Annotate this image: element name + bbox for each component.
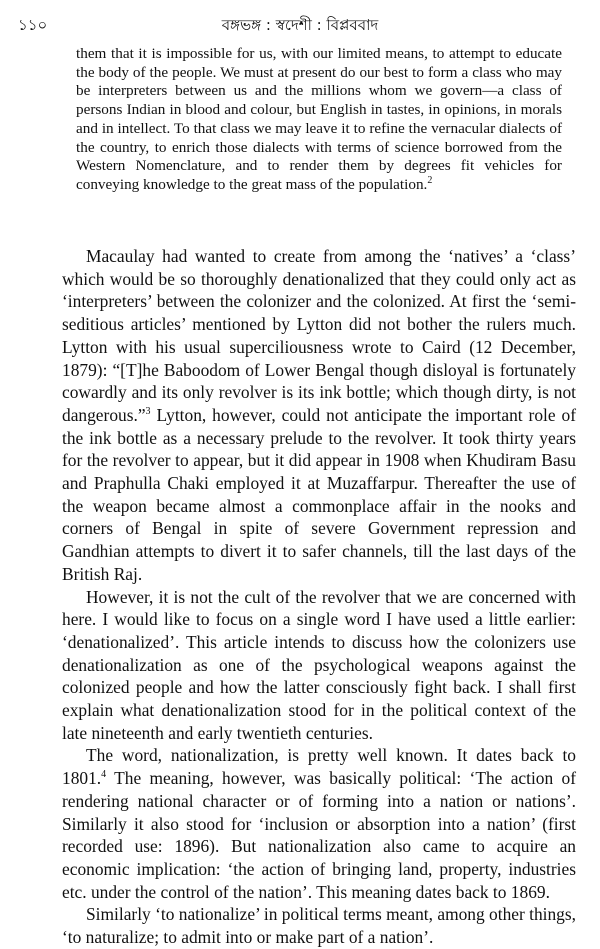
quote-paragraph [76,45,562,195]
paragraph-text: Macaulay had wanted to create from among the ‘natives’ a ‘class’ which would be so thoroughly denationalized that they could only act as ‘interpreters’ between the colonizer and the colonized. At first the ‘semi-seditious articles’ mentioned by Lytton did not bother the rulers much. Lytton with his usual superciliousness wrote to Caird (12 December, 1879): “[T]he Baboodom of Lower Bengal though disloyal is fortunately cowardly and its only revolver is its ink bottle; which though dirty, is not dangerous.” [62,246,576,425]
quote-text: them that it is impossible for us, with our limited means, to attempt to educate the body of the people. We must at present do our best to form a class who may be interpreters between us and the millions whom we govern—a class of persons Indian in blood and colour, but English in tastes, in opinions, in morals and in intellect. To that class we may leave it to refine the vernacular dialects of the country, to enrich those dialects with terms of science borrowed from the Western Nomenclature, and to render them by degrees fit vehicles for conveying knowledge to the great mass of the population. [76,45,562,193]
paragraph-text: The word, nationalization, is pretty well known. It dates back to 1801. [62,745,576,789]
paragraph [62,903,576,948]
footnote-marker: 4 [101,769,107,781]
paragraph-text: Similarly ‘to nationalize’ in political terms meant, among other things, ‘to naturalize; to admit into or make part of a nation’. [62,904,576,948]
paragraph [62,245,576,586]
paragraph-text-continued: Lytton, however, could not anticipate the important role of the ink bottle as a necessary prelude to the revolver. It took thirty years for the revolver to appear, but it did appear in 1908 when Khudiram Basu and Praphulla Chaki employed it at Muzaffarpur. Thereafter the use of the weapon became almost a commonplace affair in the nooks and corners of Bengal in spite of severe Government repression and Gandhian attempts to divert it to safer channels, till the last days of the British Raj. [62,404,576,584]
block-quote [76,45,562,195]
page-number: ১১০ [18,16,48,34]
paragraph [62,586,576,745]
running-title: বঙ্গভঙ্গ : স্বদেশী : বিপ্লববাদ [221,16,379,34]
paragraph-text: However, it is not the cult of the revolver that we are concerned with here. I would like to focus on a single word I have used a little earlier: ‘denationalized’. This article intends to discuss how the colonizers use denationalization as one of the psychological weapons against the colonized people and how the latter consciously fight back. I shall first explain what denationalization stood for in the political context of the late nineteenth and early twentieth centuries. [62,586,576,743]
body-text [62,245,576,949]
footnote-marker: 2 [427,174,433,186]
paragraph [62,744,576,903]
footnote-marker: 3 [145,406,151,418]
paragraph-text-continued: The meaning, however, was basically political: ‘The action of rendering national character or of forming into a nation or nations’. Similarly it also stood for ‘inclusion or absorption into a nation’ (first recorded use: 1896). But nationalization also came to acquire an economic implication: ‘the action of bringing land, property, industries etc. under the control of the nation’. This meaning dates back to 1869. [62,768,576,902]
page-header [14,8,586,34]
